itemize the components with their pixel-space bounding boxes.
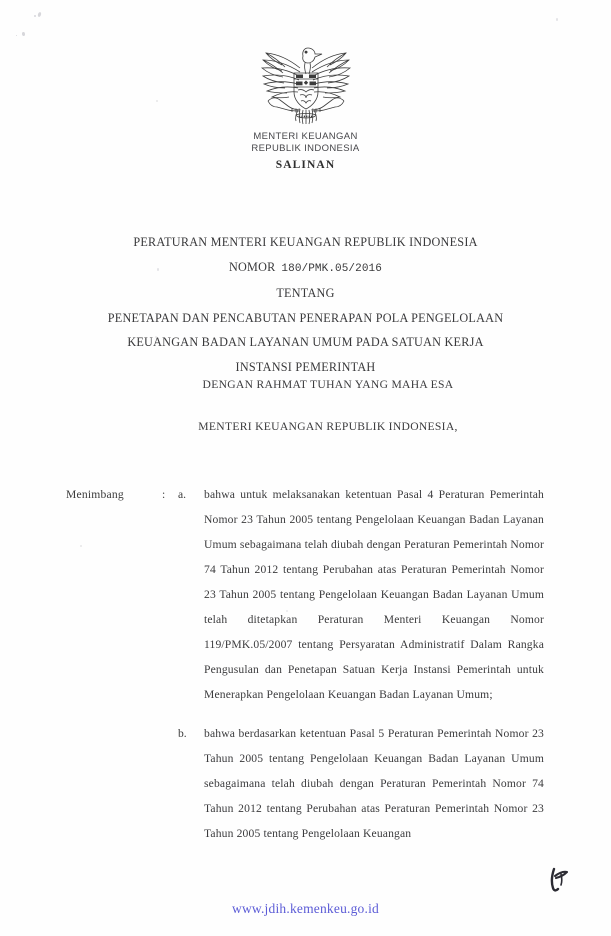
subject-line-1: PENETAPAN DAN PENCABUTAN PENERAPAN POLA PENGELOLAAN [107, 310, 504, 325]
list-item-text [204, 721, 544, 846]
ministry-line-2: REPUBLIK INDONESIA [251, 142, 360, 154]
list-item-paragraph: bahwa untuk melaksanakan ketentuan Pasal 4 Peraturan Pemerintah Nomor 23 Tahun 2005 tentang Pengelolaan Keuangan Badan Layanan Umum sebagaimana telah diubah dengan Peraturan Pemerintah Nomor 74 Tahun 2012 tentang Perubahan atas Peraturan Pemerintah Nomor 23 Tahun 2005 tentang Pengelolaan Keuangan Badan Layanan Umum telah ditetapkan Peraturan Menteri Keuangan Nomor 119/PMK.05/2007 tentang Persyaratan Administratif Dalam Rangka Pengusulan dan Penetapan Satuan Kerja Instansi Pemerintah untuk Menerapkan Pengelolaan Keuangan Badan Layanan Umum; [204, 488, 544, 701]
scan-speck [556, 18, 558, 21]
considering-colon: : [162, 488, 166, 501]
nomor-value: 180/PMK.05/2016 [281, 262, 382, 275]
tentang-label: TENTANG [276, 286, 335, 300]
subject-line-2: KEUANGAN BADAN LAYANAN UMUM PADA SATUAN KERJA [127, 335, 484, 349]
handwritten-initial-paraph [547, 866, 573, 894]
regulation-number-line [60, 255, 551, 282]
list-item-marker: b. [178, 727, 187, 740]
authority-line: MENTERI KEUANGAN REPUBLIK INDONESIA, [198, 420, 458, 433]
list-item-marker: a. [178, 488, 187, 501]
footer-url[interactable]: www.jdih.kemenkeu.go.id [232, 901, 379, 916]
blessing-line: DENGAN RAHMAT TUHAN YANG MAHA ESA [202, 378, 454, 391]
regulation-title-block [60, 230, 551, 379]
scan-speck [34, 15, 36, 17]
nomor-label: NOMOR [229, 259, 276, 274]
scan-speck [16, 35, 17, 36]
garuda-pancasila-emblem [254, 40, 358, 130]
title-line-1: PERATURAN MENTERI KEUANGAN REPUBLIK INDONESIA [133, 235, 478, 249]
ministry-heading [0, 131, 611, 154]
considering-section [66, 482, 544, 846]
copy-stamp: SALINAN [275, 159, 336, 171]
ministry-line-1: MENTERI KEUANGAN [253, 131, 358, 142]
list-item [178, 482, 544, 707]
list-item [178, 721, 544, 846]
considering-item-list [178, 482, 544, 846]
subject-line-3: INSTANSI PEMERINTAH [235, 359, 376, 374]
scan-speck [22, 32, 26, 36]
considering-label: Menimbang [66, 488, 124, 501]
scan-speck [37, 12, 41, 18]
considering-row [66, 482, 544, 846]
list-item-paragraph: bahwa berdasarkan ketentuan Pasal 5 Peraturan Pemerintah Nomor 23 Tahun 2005 tentang Pengelolaan Keuangan Badan Layanan Umum sebagaimana telah diubah dengan Peraturan Pemerintah Nomor 74 Tahun 2012 tentang Perubahan atas Peraturan Pemerintah Nomor 23 Tahun 2005 tentang Pengelolaan Keuangan [204, 727, 544, 840]
emblem-container [0, 40, 611, 130]
list-item-text [204, 482, 544, 707]
